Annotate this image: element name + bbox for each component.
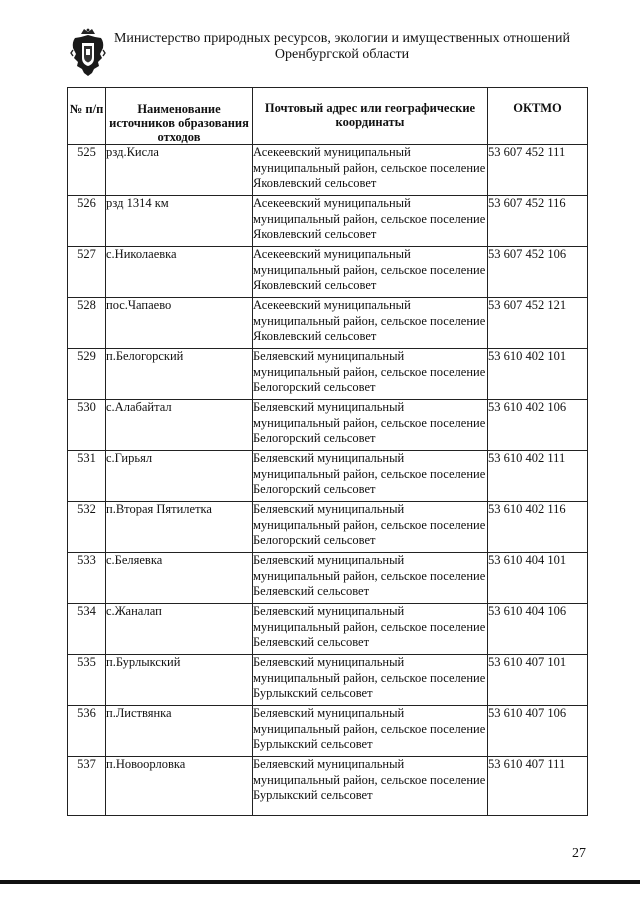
oktmo-code: 53 610 404 106 [488,604,588,655]
source-name: рзд.Кисла [106,145,253,196]
postal-address: Беляевский муниципальный муниципальный район, сельское поселение Белогорский сельсовет [253,451,488,502]
source-name: с.Беляевка [106,553,253,604]
row-number: 527 [68,247,106,298]
postal-address: Асекеевский муниципальный муниципальный район, сельское поселение Яковлевский сельсовет [253,298,488,349]
table-row [68,553,588,604]
postal-address: Беляевский муниципальный муниципальный район, сельское поселение Белогорский сельсовет [253,349,488,400]
ministry-name-line2: Оренбургской области [274,47,410,62]
source-name: п.Бурлыкский [106,655,253,706]
row-number: 534 [68,604,106,655]
column-header-oktmo: ОКТМО [488,88,588,145]
column-header-address: Почтовый адрес или географические координаты [253,88,488,145]
oktmo-code: 53 610 402 116 [488,502,588,553]
table-row [68,349,588,400]
row-number: 535 [68,655,106,706]
postal-address: Беляевский муниципальный муниципальный район, сельское поселение Бурлыкский сельсовет [253,655,488,706]
page-number: 27 [572,846,586,861]
postal-address: Беляевский муниципальный муниципальный район, сельское поселение Беляевский сельсовет [253,604,488,655]
row-number: 537 [68,757,106,816]
postal-address: Беляевский муниципальный муниципальный район, сельское поселение Белогорский сельсовет [253,400,488,451]
column-header-source-name: Наименование источников образования отходов [106,88,253,145]
ministry-name-line1: Министерство природных ресурсов, экологии и имущественных отношений [113,31,570,46]
regional-emblem-icon [70,28,106,78]
oktmo-code: 53 607 452 111 [488,145,588,196]
postal-address: Асекеевский муниципальный муниципальный район, сельское поселение Яковлевский сельсовет [253,196,488,247]
source-name: п.Вторая Пятилетка [106,502,253,553]
postal-address: Беляевский муниципальный муниципальный район, сельское поселение Беляевский сельсовет [253,553,488,604]
postal-address: Беляевский муниципальный муниципальный район, сельское поселение Бурлыкский сельсовет [253,757,488,816]
table-row [68,400,588,451]
oktmo-code: 53 610 402 106 [488,400,588,451]
postal-address: Асекеевский муниципальный муниципальный район, сельское поселение Яковлевский сельсовет [253,247,488,298]
oktmo-code: 53 610 407 106 [488,706,588,757]
row-number: 529 [68,349,106,400]
column-header-number: № п/п [68,88,106,145]
source-name: с.Жаналап [106,604,253,655]
oktmo-code: 53 610 402 111 [488,451,588,502]
table-row [68,145,588,196]
postal-address: Беляевский муниципальный муниципальный район, сельское поселение Белогорский сельсовет [253,502,488,553]
bottom-rule [0,880,640,884]
waste-sources-table [67,87,588,816]
table-row [68,298,588,349]
row-number: 532 [68,502,106,553]
row-number: 530 [68,400,106,451]
source-name: с.Алабайтал [106,400,253,451]
postal-address: Асекеевский муниципальный муниципальный район, сельское поселение Яковлевский сельсовет [253,145,488,196]
table-row [68,196,588,247]
row-number: 533 [68,553,106,604]
source-name: п.Белогорский [106,349,253,400]
table-row [68,502,588,553]
ministry-header [112,31,572,63]
source-name: п.Листвянка [106,706,253,757]
table-header-row [68,88,588,145]
row-number: 531 [68,451,106,502]
table-row [68,655,588,706]
row-number: 526 [68,196,106,247]
source-name: с.Гирьял [106,451,253,502]
row-number: 528 [68,298,106,349]
table-row [68,604,588,655]
oktmo-code: 53 610 407 101 [488,655,588,706]
table-row [68,757,588,816]
oktmo-code: 53 607 452 121 [488,298,588,349]
source-name: с.Николаевка [106,247,253,298]
table-row [68,451,588,502]
source-name: п.Новоорловка [106,757,253,816]
source-name: рзд 1314 км [106,196,253,247]
postal-address: Беляевский муниципальный муниципальный район, сельское поселение Бурлыкский сельсовет [253,706,488,757]
oktmo-code: 53 610 404 101 [488,553,588,604]
row-number: 525 [68,145,106,196]
oktmo-code: 53 610 407 111 [488,757,588,816]
source-name: пос.Чапаево [106,298,253,349]
row-number: 536 [68,706,106,757]
table-row [68,706,588,757]
oktmo-code: 53 610 402 101 [488,349,588,400]
oktmo-code: 53 607 452 116 [488,196,588,247]
table-row [68,247,588,298]
oktmo-code: 53 607 452 106 [488,247,588,298]
